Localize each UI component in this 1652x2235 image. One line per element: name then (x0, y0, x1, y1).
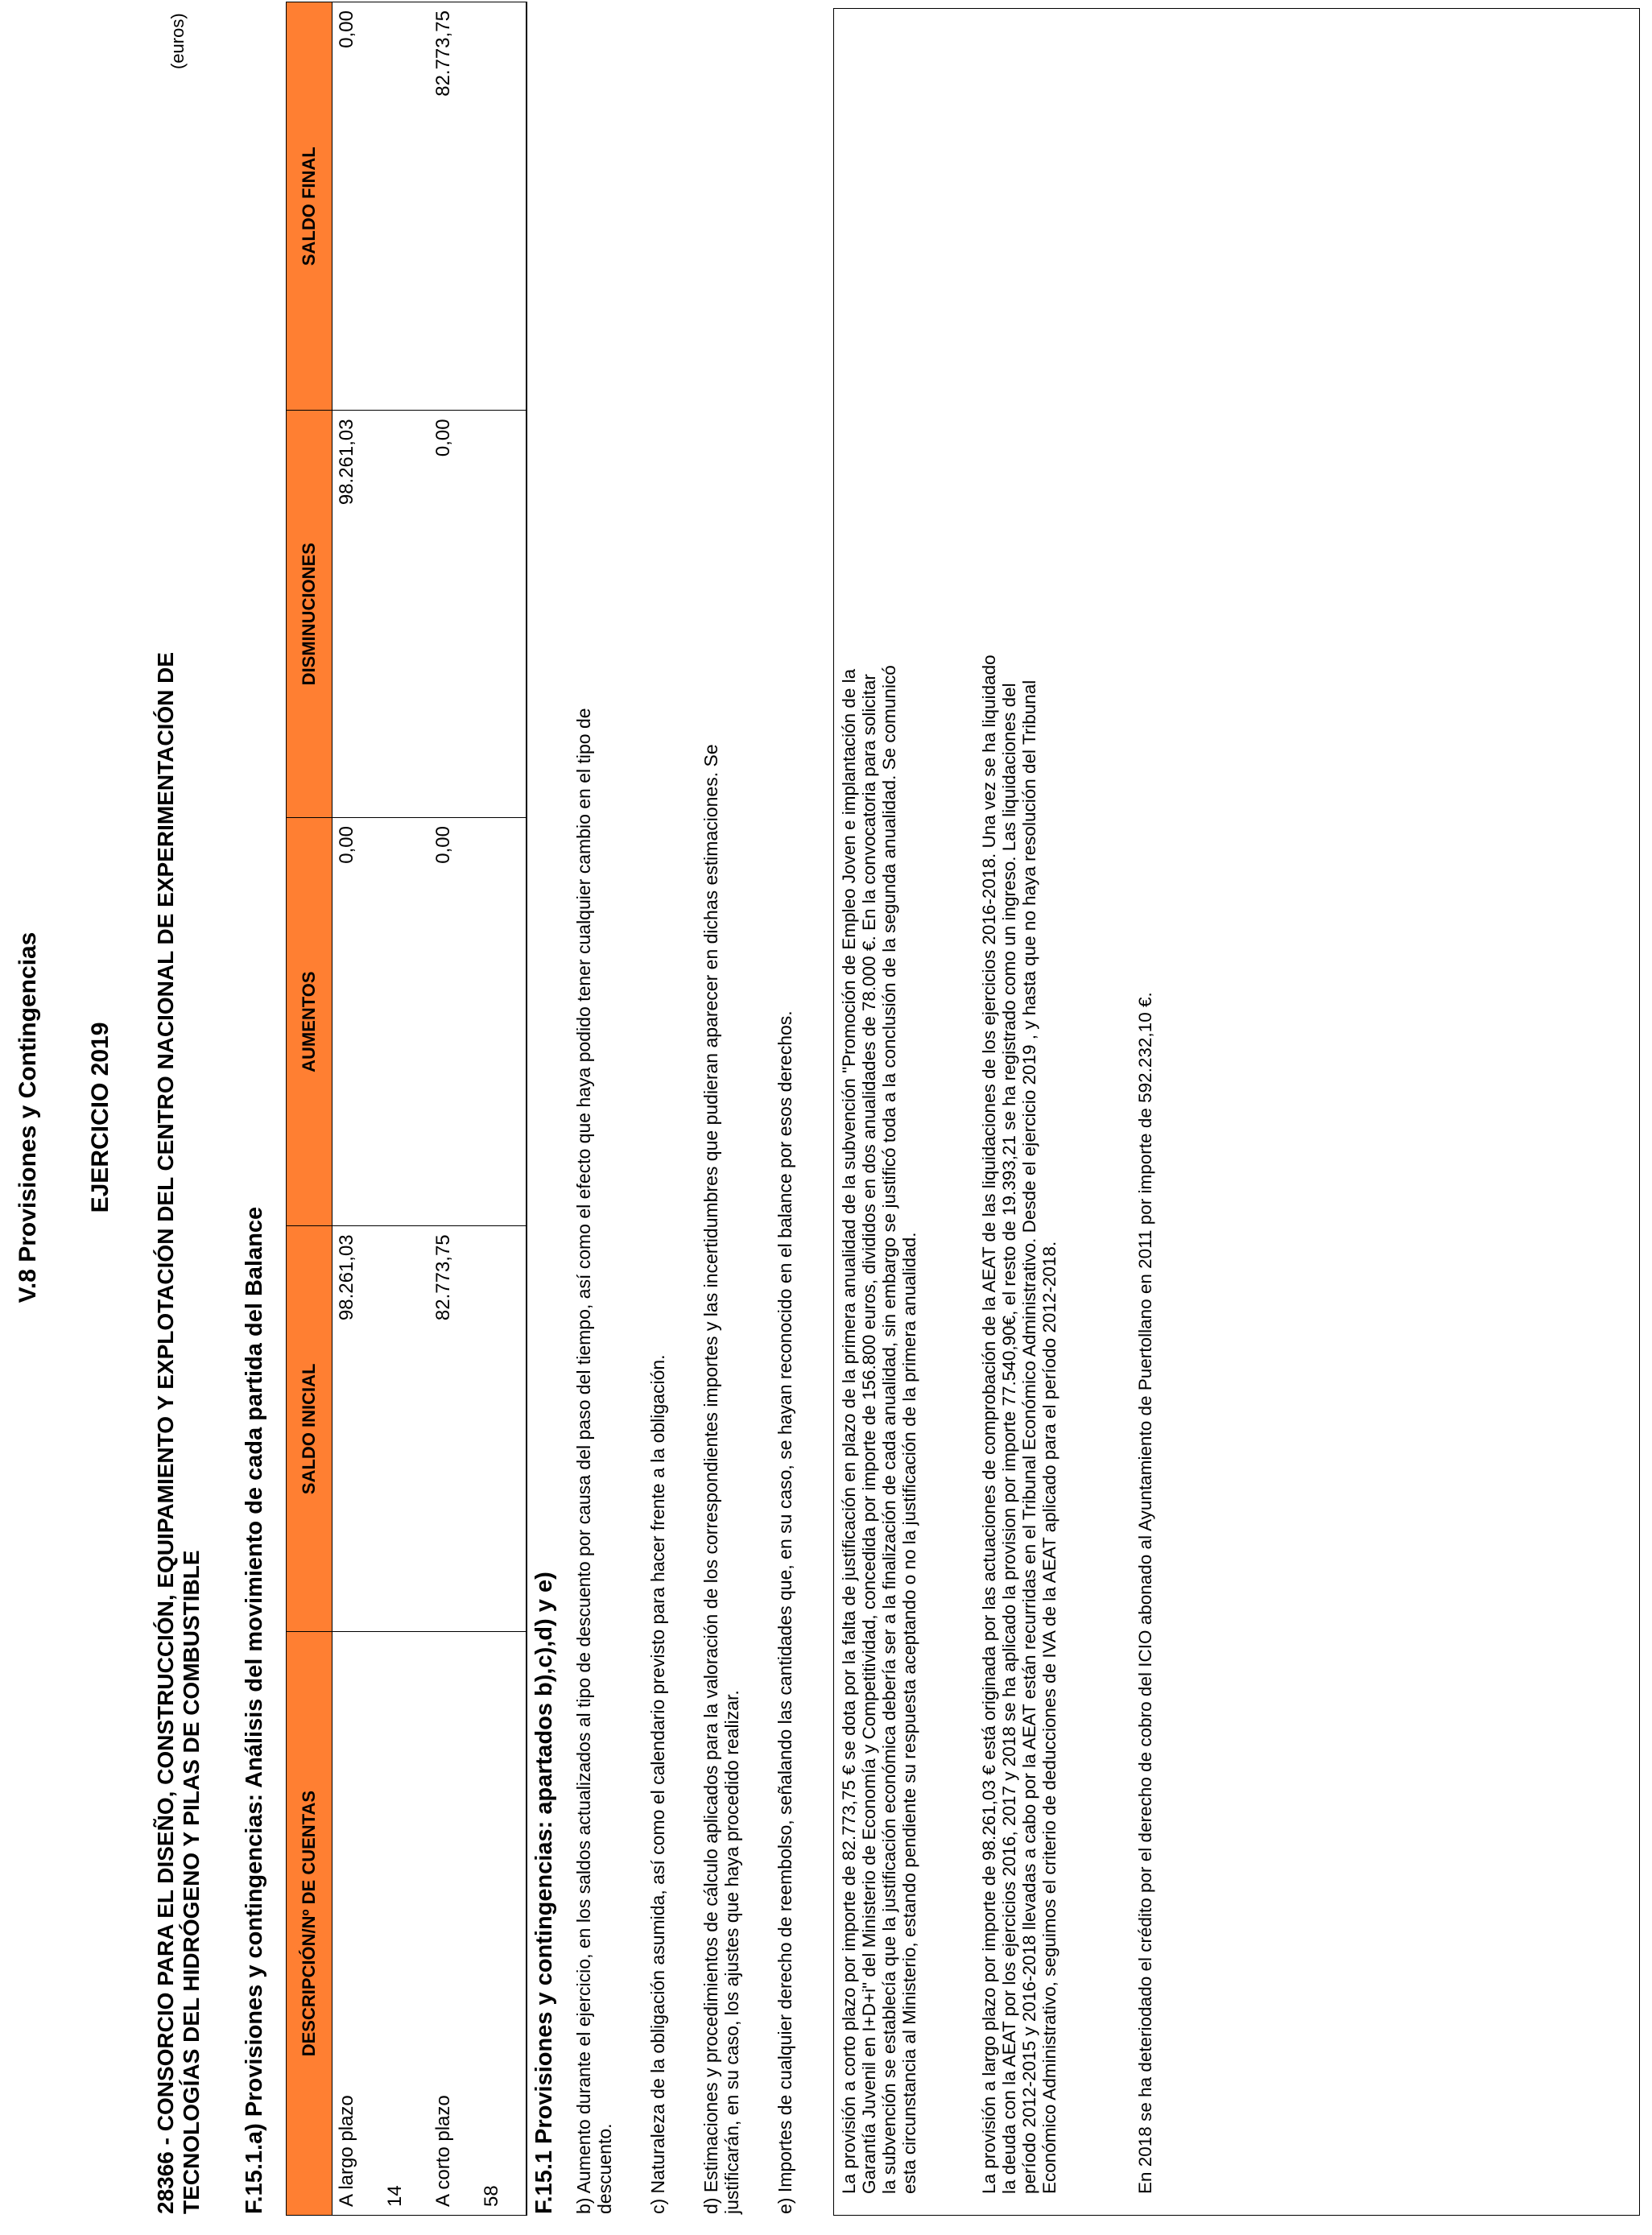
table-row (332, 2, 382, 2216)
col-header-disminuciones: DISMINUCIONES (287, 411, 332, 818)
note-line: En 2018 se ha deteriodado el crédito por el derecho de cobro del ICIO abonado al Ayuntamiento de Puertollano en 2011 por importe de 592.232,10 €. (1135, 992, 1155, 2194)
paragraph-d-line: justificarán, en su caso, los ajustes que haya procedido realizar. (721, 1690, 742, 2214)
note-line: La provisión a largo plazo por importe de 98.261,03 € está originada por las actuaciones de comprobación de la AEAT de las liquidaciones de los ejercicios 2016-2018. Una vez se ha liquidado (979, 655, 999, 2194)
row-saldo-inicial: 98.261,03 (332, 1226, 382, 1632)
paragraph-e-line: e) Importes de cualquier derecho de reembolso, señalando las cantidades que, en su caso, se hayan reconocido en el balance por esos derechos. (774, 1010, 795, 2214)
row-aumentos: 0,00 (332, 817, 382, 1225)
col-header-aumentos: AUMENTOS (287, 817, 332, 1225)
row-saldo-final: 82.773,75 (429, 2, 477, 411)
note-line: período 2012-2015 y 2016-2018 llevadas a cabo por la AEAT están recurridas en el Tribunal Económico Administrativo. Desde el ejercicio 2019 , y hasta que no haya resolución del Tribunal (1019, 680, 1039, 2194)
entity-name-line1: 28366 - CONSORCIO PARA EL DISEÑO, CONSTRUCCIÓN, EQUIPAMIENTO Y EXPLOTACIÓN DEL CENTRO NACIONAL DE EXPERIMENTACIÓN DE (153, 651, 178, 2214)
row-description: A corto plazo (429, 1632, 477, 2216)
note-icio-credit (1135, 20, 1155, 2194)
paragraph-b (573, 56, 615, 2214)
note-line: Económico Administrativo, seguimos el criterio de deducciones de IVA de la AEAT aplicado para el período 2012-2018. (1039, 1241, 1059, 2194)
row-disminuciones: 0,00 (429, 411, 477, 818)
paragraph-e (774, 56, 795, 2214)
paragraph-c (647, 56, 668, 2214)
paragraph-d-line: d) Estimaciones y procedimientos de cálculo aplicados para la valoración de los correspondientes importes y las incertidumbres que pudieran aparecer en dichas estimaciones. Se (700, 744, 721, 2214)
table-row-account (477, 2, 527, 2216)
section-b-heading: F.15.1 Provisiones y contingencias: apartados b),c),d) y e) (531, 1572, 557, 2214)
note-line: la subvención se establecía que la justificación económica debería ser a la finalización de cada anualidad, sin embargo se justificó toda a la conclusión de la segunda anualidad. Se comunicó (879, 665, 899, 2194)
note-line: la deuda con la AEAT por los ejercicios 2016, 2017 y 2018 se ha aplicado la provision por importe 77.540,90€, el resto de 19.393,21 se ha registrado como un ingreso. Las liquidaciones del (999, 683, 1019, 2194)
row-account: 14 (381, 1632, 429, 2216)
note-line: Garantía Juvenil en I+D+i" del Ministerio de Economía y Competitividad, concedida por importe de 156.800 euros, divididos en dos anualidades de 78.000 €. En la convocatoria para solicitar (859, 674, 879, 2194)
table-row-account (381, 2, 429, 2216)
entity-name (153, 266, 204, 2214)
currency-note: (euros) (167, 13, 188, 69)
provisions-movement-table (286, 2, 527, 2216)
col-header-saldo-final: SALDO FINAL (287, 2, 332, 411)
note-line: esta circunstancia al Ministerio, estando pendiente su respuesta aceptando o no la justificación de la primera anualidad. (899, 1232, 919, 2194)
paragraph-b-line: descuento. (594, 2123, 615, 2214)
row-disminuciones: 98.261,03 (332, 411, 382, 818)
row-description: A largo plazo (332, 1632, 382, 2216)
row-aumentos: 0,00 (429, 817, 477, 1225)
row-account: 58 (477, 1632, 527, 2216)
section-a-heading: F.15.1.a) Provisiones y contingencias: Análisis del movimiento de cada partida del Balance (242, 1206, 267, 2214)
paragraph-d (700, 56, 742, 2214)
table-header-row (287, 2, 332, 2216)
col-header-description: DESCRIPCIÓN/Nº DE CUENTAS (287, 1632, 332, 2216)
note-short-term-provision (839, 20, 919, 2194)
row-saldo-final: 0,00 (332, 2, 382, 411)
note-line: La provisión a corto plazo por importe de 82.773,75 € se dota por la falta de justificación en plazo de la primera anualidad de la subvención "Promoción de Empleo Joven e implantación de la (839, 668, 859, 2194)
table-row (429, 2, 477, 2216)
note-long-term-provision (979, 20, 1059, 2194)
col-header-saldo-inicial: SALDO INICIAL (287, 1226, 332, 1632)
page-title: V.8 Provisiones y Contingencias (14, 932, 41, 1303)
paragraph-b-line: b) Aumento durante el ejercicio, en los saldos actualizados al tipo de descuento por causa del paso del tiempo, así como el efecto que haya podido tener cualquier cambio en el tipo de (573, 708, 594, 2214)
exercise-title: EJERCICIO 2019 (87, 1022, 114, 1213)
paragraph-c-line: c) Naturaleza de la obligación asumida, así como el calendario previsto para hacer frente a la obligación. (647, 1354, 668, 2214)
notes-box (833, 8, 1640, 2216)
row-saldo-inicial: 82.773,75 (429, 1226, 477, 1632)
entity-name-line2: TECNOLOGÍAS DEL HIDRÓGENO Y PILAS DE COMBUSTIBLE (179, 1550, 204, 2214)
